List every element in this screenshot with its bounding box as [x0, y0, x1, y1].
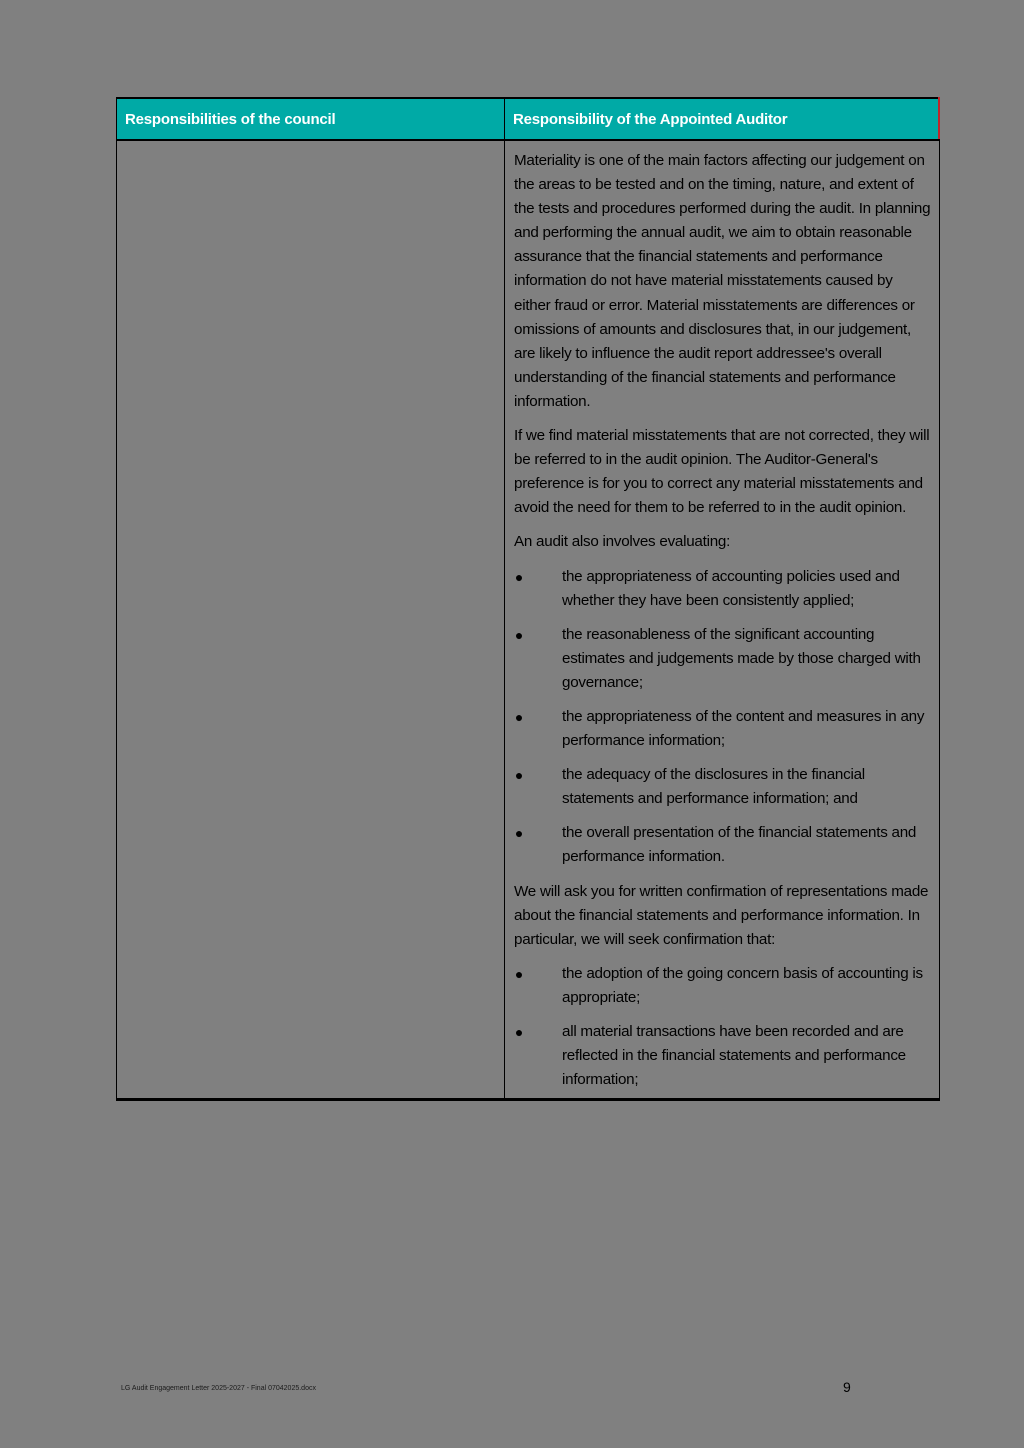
- list-item-text: the overall presentation of the financial statements and performance information.: [562, 824, 917, 866]
- bullet-icon: ●: [514, 708, 524, 725]
- list-item-text: the adequacy of the disclosures in the financial statements and performance information; and: [562, 766, 865, 808]
- responsibilities-table: [116, 97, 940, 1101]
- table-header-row: [117, 98, 940, 140]
- confirmation-paragraph: We will ask you for written confirmation of representations made about the financial statements and performance information. In particular, we will seek confirmation that:: [514, 882, 929, 948]
- bullet-icon: ●: [514, 825, 524, 842]
- auditor-cell: [505, 140, 940, 1100]
- bullet-icon: ●: [514, 965, 524, 982]
- list-item-text: the appropriateness of accounting policies used and whether they have been consistently applied;: [562, 567, 900, 609]
- list-item-text: all material transactions have been recorded and are reflected in the financial statements and performance information;: [562, 1023, 906, 1089]
- evaluating-intro-paragraph: An audit also involves evaluating:: [514, 533, 731, 551]
- bullet-icon: ●: [514, 626, 524, 643]
- list-item-text: the reasonableness of the significant accounting estimates and judgements made by those charged with governance;: [562, 625, 921, 691]
- list-item: [514, 623, 931, 695]
- header-auditor-responsibility: Responsibility of the Appointed Auditor: [505, 98, 940, 140]
- list-item: [514, 1020, 931, 1092]
- list-item: [514, 763, 931, 811]
- list-item: [514, 565, 931, 613]
- list-item-text: the appropriateness of the content and measures in any performance information;: [562, 707, 925, 750]
- confirmation-bullet-list: [514, 962, 931, 1092]
- header-council-responsibilities: Responsibilities of the council: [117, 98, 505, 140]
- list-item: [514, 705, 931, 753]
- list-item-text: the adoption of the going concern basis of accounting is appropriate;: [562, 964, 923, 1006]
- list-item: [514, 821, 931, 869]
- misstatements-paragraph: If we find material misstatements that are not corrected, they will be referred to in the audit opinion. The Auditor-General's preference is for you to correct any material misstatements and avoid the need for them to be referred to in the audit opinion.: [514, 427, 930, 517]
- council-cell: [117, 140, 505, 1100]
- evaluating-bullet-list: [514, 565, 931, 870]
- auditor-cell-content: [505, 141, 939, 1098]
- list-item: [514, 962, 931, 1010]
- materiality-paragraph: Materiality is one of the main factors affecting our judgement on the areas to be tested and on the timing, nature, and extent of the tests and procedures performed during the audit. In planning and performing the annual audit, we aim to obtain reasonable assurance that the financial statements and performance information do not have material misstatements caused by either fraud or error. Material misstatements are differences or omissions of amounts and disclosures that, in our judgement, are likely to influence the audit report addressee's overall understanding of the financial statements and performance information.: [514, 152, 931, 410]
- bullet-icon: ●: [514, 568, 524, 585]
- bullet-icon: ●: [514, 1024, 524, 1040]
- bullet-icon: ●: [514, 767, 524, 784]
- page-number: 9: [843, 1379, 851, 1395]
- table-row: [117, 140, 940, 1100]
- footer-filename: LG Audit Engagement Letter 2025-2027 - Final 07042025.docx: [121, 1385, 316, 1392]
